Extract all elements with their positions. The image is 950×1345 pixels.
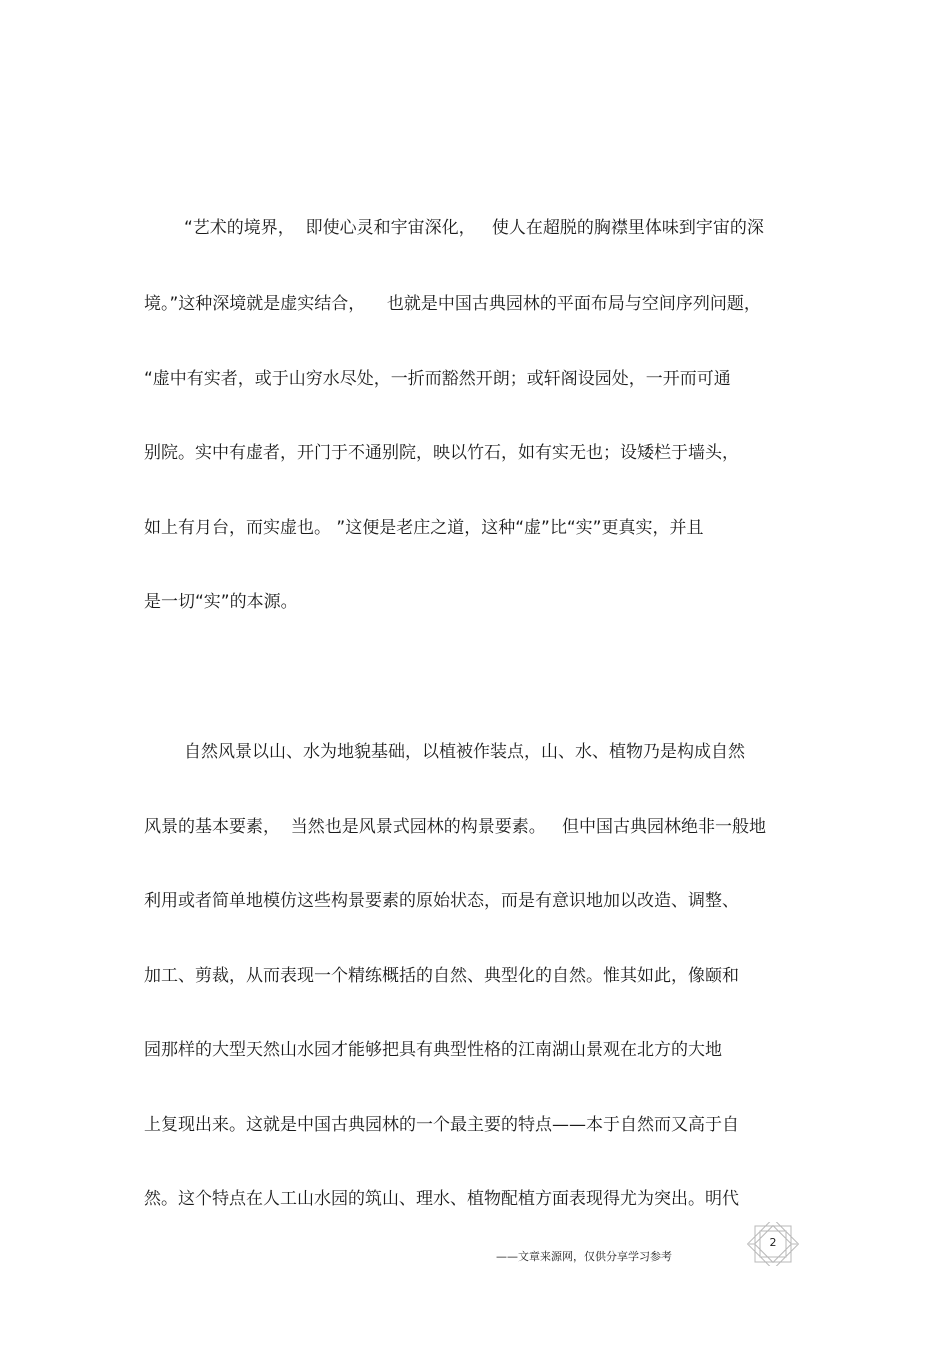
paragraph-1-line-1: “艺术的境界， 即使心灵和宇宙深化， 使人在超脱的胸襟里体味到宇宙的深 (184, 218, 764, 238)
paragraph-2-line-4: 加工、剪裁，从而表现一个精练概括的自然、典型化的自然。惟其如此，像颐和 (144, 966, 739, 986)
paragraph-1-line-6: 是一切“实”的本源。 (144, 592, 298, 612)
paragraph-1-line-3: “虚中有实者，或于山穷水尽处，一折而豁然开朗；或轩阁设园处，一开而可通 (144, 369, 731, 389)
paragraph-2-line-6: 上复现出来。这就是中国古典园林的一个最主要的特点——本于自然而又高于自 (144, 1115, 739, 1135)
paragraph-2-line-1: 自然风景以山、水为地貌基础，以植被作装点，山、水、植物乃是构成自然 (184, 742, 745, 762)
footer-source-note: ——文章来源网，仅供分享学习参考 (496, 1250, 672, 1263)
page-number: 2 (769, 1236, 777, 1249)
paragraph-2-line-2: 风景的基本要素， 当然也是风景式园林的构景要素。 但中国古典园林绝非一般地 (144, 817, 767, 837)
paragraph-2-line-7: 然。这个特点在人工山水园的筑山、理水、植物配植方面表现得尤为突出。明代 (144, 1189, 739, 1209)
paragraph-2-line-3: 利用或者简单地模仿这些构景要素的原始状态，而是有意识地加以改造、调整、 (144, 891, 739, 911)
paragraph-1-line-4: 别院。实中有虚者，开门于不通别院，映以竹石，如有实无也；设矮栏于墙头， (144, 443, 739, 463)
paragraph-1-line-5: 如上有月台，而实虚也。 ”这便是老庄之道，这种“虚”比“实”更真实，并且 (144, 518, 704, 538)
paragraph-1-line-2: 境。”这种深境就是虚实结合， 也就是中国古典园林的平面布局与空间序列问题， (144, 294, 761, 314)
page-number-badge (747, 1222, 799, 1266)
paragraph-2-line-5: 园那样的大型天然山水园才能够把具有典型性格的江南湖山景观在北方的大地 (144, 1040, 722, 1060)
